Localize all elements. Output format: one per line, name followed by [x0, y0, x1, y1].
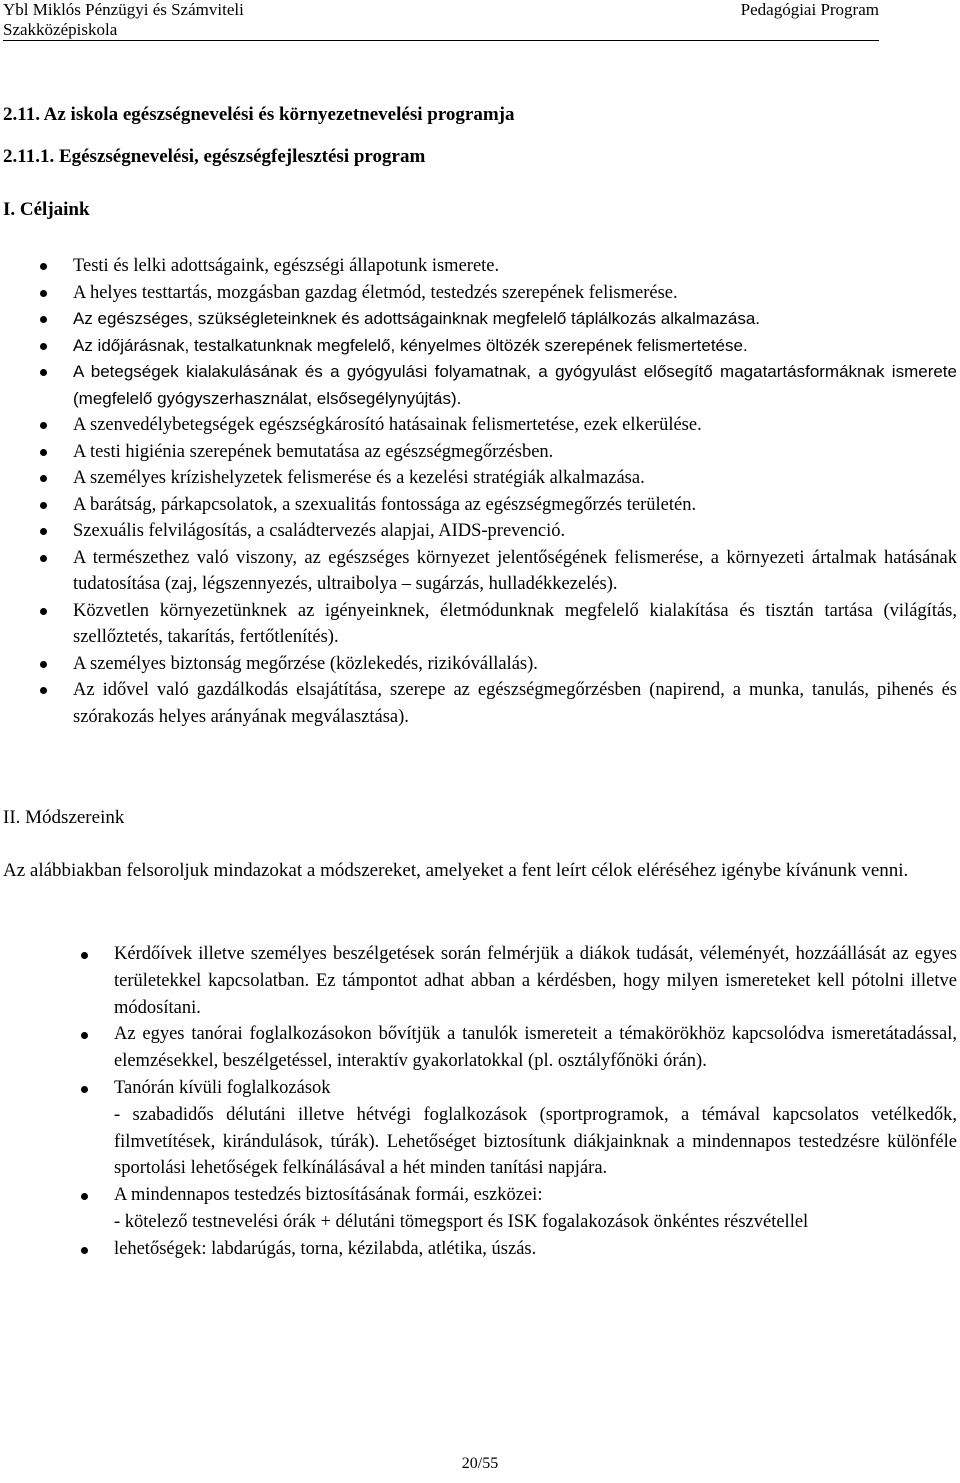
- goal-item: [73, 677, 957, 730]
- method-text: Kérdőívek illetve személyes beszélgetések során felmérjük a diákok tudását, véleményét, hozzáállását az egyes területekkel kapcsolatban. Ez támpontot adhat abban a kérdésben, hogy milyen ismereteket kell pótolni illetve módosítani.: [114, 944, 957, 1018]
- bullet-icon: [40, 687, 47, 694]
- goal-text: A személyes krízishelyzetek felismerése és a kezelési stratégiák alkalmazása.: [73, 468, 645, 488]
- bullet-icon: [40, 502, 47, 509]
- bullet-icon: [40, 343, 47, 350]
- bullet-icon: [81, 1086, 88, 1093]
- goal-item: [73, 518, 957, 545]
- goal-item: [73, 492, 957, 519]
- school-name: [3, 0, 244, 40]
- goal-text: Az idővel való gazdálkodás elsajátítása, szerepe az egészségmegőrzésben (napirend, a munka, tanulás, pihenés és szórakozás helyes arányának megválasztása).: [73, 680, 957, 727]
- method-text: - kötelező testnevelési órák + délutáni tömegsport és ISK fogalakozások önkéntes részvétellel: [114, 1211, 809, 1232]
- goal-item: [73, 412, 957, 439]
- goal-text: A személyes biztonság megőrzése (közlekedés, rizikóvállalás).: [73, 653, 538, 674]
- goal-item: [73, 465, 957, 492]
- goal-text: Az egészséges, szükségleteinknek és adottságainknak megfelelő táplálkozás alkalmazása.: [73, 309, 761, 328]
- method-item: [114, 1236, 957, 1263]
- goal-item: [73, 598, 957, 651]
- bullet-icon: [40, 422, 47, 429]
- bullet-icon: [81, 1193, 88, 1200]
- method-text: Az egyes tanórai foglalkozásokon bővítjük a tanulók ismereteit a témakörökhöz kapcsolódva ismeretátadással, elemzésekkel, beszélgetéssel, interaktív gyakorlatokkal (pl. osztályfőnöki órán).: [114, 1024, 957, 1072]
- page-number: 20/55: [461, 1455, 499, 1472]
- bullet-icon: [40, 608, 47, 615]
- goal-text: A természethez való viszony, az egészséges környezet jelentőségének felismerése, a környezeti ártalmak hatásának tudatosítása (zaj, légszennyezés, ultraibolya – sugárzás, hulladékkezelés).: [73, 547, 957, 594]
- bullet-icon: [40, 369, 47, 376]
- goal-text: A betegségek kialakulásának és a gyógyulási folyamatnak, a gyógyulást elősegítő magatartásformáknak ismerete (megfelelő gyógyszerhasználat, elsősegélynyújtás).: [73, 362, 957, 408]
- goals-heading: I. Céljaink: [3, 199, 90, 220]
- goal-item: [73, 359, 957, 412]
- goal-item: [73, 280, 957, 307]
- goal-text: Az időjárásnak, testalkatunknak megfelelő, kényelmes öltözék szerepének felismertetése.: [73, 335, 748, 355]
- bullet-icon: [40, 661, 47, 668]
- goal-text: A testi higiénia szerepének bemutatása az egészségmegőrzésben.: [73, 441, 554, 462]
- school-name-line1: Ybl Miklós Pénzügyi és Számviteli: [3, 0, 244, 19]
- bullet-icon: [40, 475, 47, 482]
- goal-text: A helyes testtartás, mozgásban gazdag életmód, testedzés szerepének felismerése.: [73, 282, 678, 303]
- method-text: - szabadidős délutáni illetve hétvégi foglalkozások (sportprogramok, a témával kapcsolatos vetélkedők, filmvetítések, kirándulások, túrák). Lehetőséget biztosítunk diákjainknak a mindennapos testedzésre különféle sportolási lehetőségek felkínálásával a hét minden tanítási napjára.: [114, 1104, 957, 1179]
- goal-text: A barátság, párkapcsolatok, a szexualitás fontossága az egészségmegőrzés területén.: [73, 494, 697, 515]
- method-text: A mindennapos testedzés biztosításának formái, eszközei:: [114, 1185, 543, 1206]
- method-text: lehetőségek: labdarúgás, torna, kézilabda, atlétika, úszás.: [114, 1238, 537, 1259]
- goal-item: [73, 333, 957, 360]
- goal-text: A szenvedélybetegségek egészségkárosító hatásainak felismertetése, ezek elkerülése.: [73, 415, 702, 435]
- method-item: [114, 1075, 957, 1182]
- methods-heading: II. Módszereink: [3, 807, 125, 828]
- goal-text: Testi és lelki adottságaink, egészségi állapotunk ismerete.: [73, 256, 500, 276]
- page-header: [3, 0, 879, 41]
- section-title: 2.11. Az iskola egészségnevelési és környezetnevelési programja: [3, 104, 515, 125]
- bullet-icon: [40, 528, 47, 535]
- goal-item: [73, 439, 957, 466]
- methods-list: [114, 941, 957, 1263]
- goals-list: [73, 253, 957, 730]
- subsection-title: 2.11.1. Egészségnevelési, egészségfejlesztési program: [3, 146, 426, 167]
- method-text: Tanórán kívüli foglalkozások: [114, 1077, 331, 1098]
- bullet-icon: [81, 1247, 88, 1254]
- goal-text: Szexuális felvilágosítás, a családtervezés alapjai, AIDS-prevenció.: [73, 521, 566, 541]
- method-item: [114, 941, 957, 1021]
- school-name-line2: Szakközépiskola: [3, 20, 118, 39]
- goal-item: [73, 545, 957, 598]
- bullet-icon: [40, 290, 47, 297]
- goal-item: [73, 306, 957, 333]
- bullet-icon: [40, 263, 47, 270]
- method-item: [114, 1182, 957, 1236]
- goal-item: [73, 253, 957, 280]
- bullet-icon: [81, 952, 88, 959]
- bullet-icon: [40, 449, 47, 456]
- goal-item: [73, 651, 957, 678]
- bullet-icon: [40, 316, 47, 323]
- goal-text: Közvetlen környezetünknek az igényeinknek, életmódunknak megfelelő kialakítása és tisztán tartása (világítás, szellőztetés, takarítás, fertőtlenítés).: [73, 600, 957, 647]
- program-name: Pedagógiai Program: [740, 0, 879, 19]
- method-item: [114, 1021, 957, 1075]
- bullet-icon: [81, 1032, 88, 1039]
- methods-intro: Az alábbiakban felsoroljuk mindazokat a módszereket, amelyeket a fent leírt célok eléréséhez igénybe kívánunk venni.: [3, 860, 909, 881]
- bullet-icon: [40, 555, 47, 562]
